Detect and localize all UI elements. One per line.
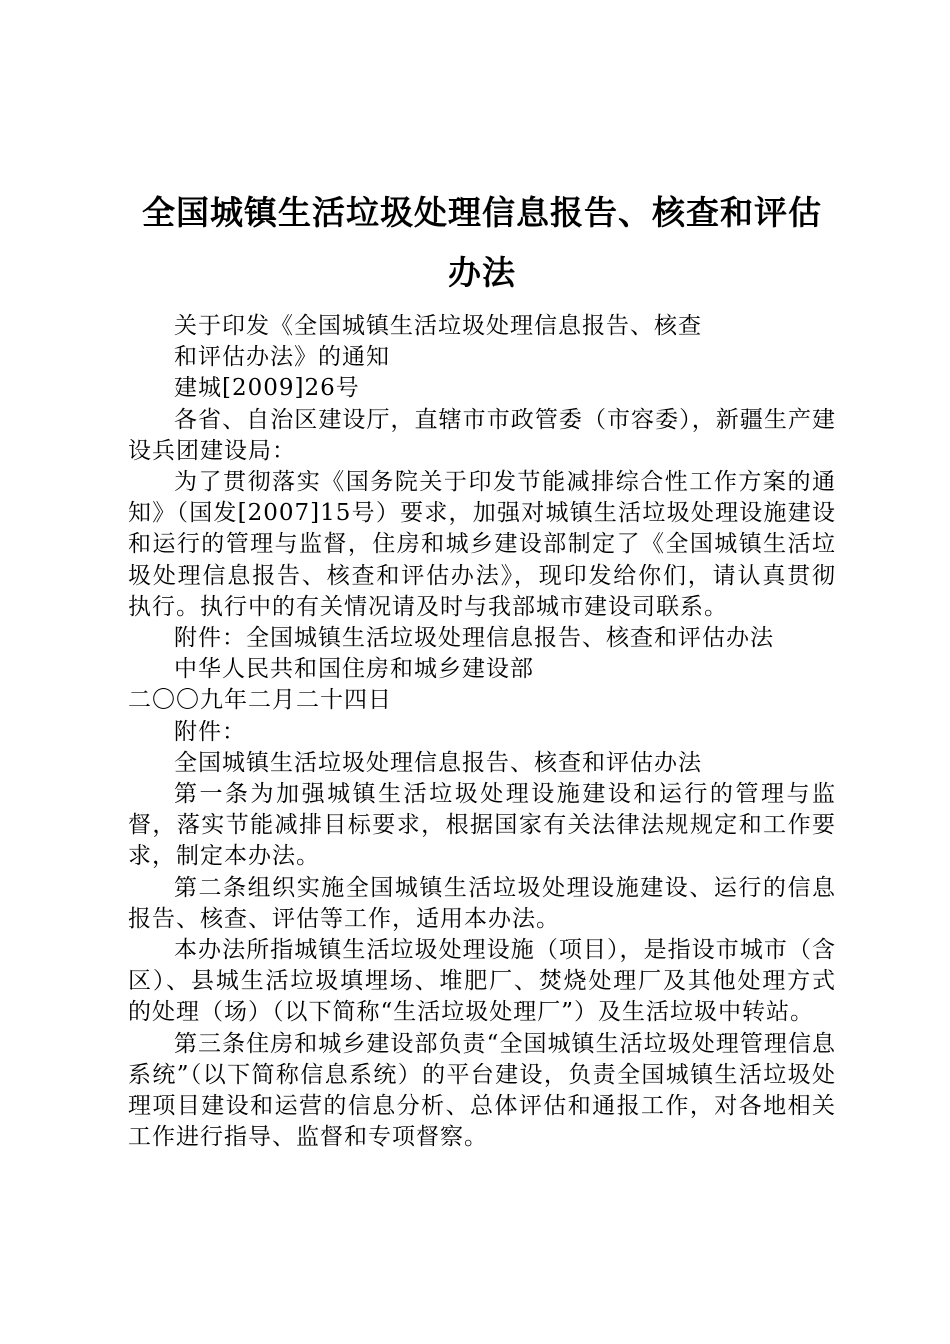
document-title: 全国城镇生活垃圾处理信息报告、核查和评估办法 (142, 193, 822, 292)
article-2: 第二条组织实施全国城镇生活垃圾处理设施建设、运行的信息报告、核查、评估等工作，适用本办法。 (128, 874, 836, 932)
attachment-line: 附件：全国城镇生活垃圾处理信息报告、核查和评估办法 (174, 625, 774, 652)
document-page (128, 183, 836, 1153)
notice-paragraph: 为了贯彻落实《国务院关于印发节能减排综合性工作方案的通知》（国发[2007]15号）要求，加强对城镇生活垃圾处理设施建设和运行的管理与监督，住房和城乡建设部制定了《全国城镇生活垃圾处理信息报告、核查和评估办法》，现印发给你们，请认真贯彻执行。执行中的有关情况请及时与我部城市建设司联系。 (128, 469, 836, 620)
document-body (128, 311, 836, 1153)
notice-title-line-2: 和评估办法》的通知 (174, 344, 390, 371)
attachment-title: 全国城镇生活垃圾处理信息报告、核查和评估办法 (174, 749, 702, 776)
document-number: 建城[2009]26号 (174, 375, 360, 402)
issue-date: 二〇〇九年二月二十四日 (128, 687, 392, 714)
article-3: 第三条住房和城乡建设部负责“全国城镇生活垃圾处理管理信息系统”（以下简称信息系统）的平台建设，负责全国城镇生活垃圾处理项目建设和运营的信息分析、总体评估和通报工作，对各地相关工作进行指导、监督和专项督察。 (128, 1030, 836, 1151)
notice-title-line-1: 关于印发《全国城镇生活垃圾处理信息报告、核查 (174, 313, 702, 339)
attachment-label: 附件： (174, 718, 246, 745)
issuer-name: 中华人民共和国住房和城乡建设部 (174, 656, 534, 683)
article-2-note: 本办法所指城镇生活垃圾处理设施（项目），是指设市城市（含区）、县城生活垃圾填埋场、堆肥厂、焚烧处理厂及其他处理方式的处理（场）（以下简称“生活垃圾处理厂”）及生活垃圾中转站。 (128, 937, 836, 1026)
recipients-paragraph: 各省、自治区建设厅，直辖市市政管委（市容委），新疆生产建设兵团建设局： (128, 406, 836, 464)
article-1: 第一条为加强城镇生活垃圾处理设施建设和运行的管理与监督，落实节能减排目标要求，根据国家有关法律法规规定和工作要求，制定本办法。 (128, 781, 836, 870)
